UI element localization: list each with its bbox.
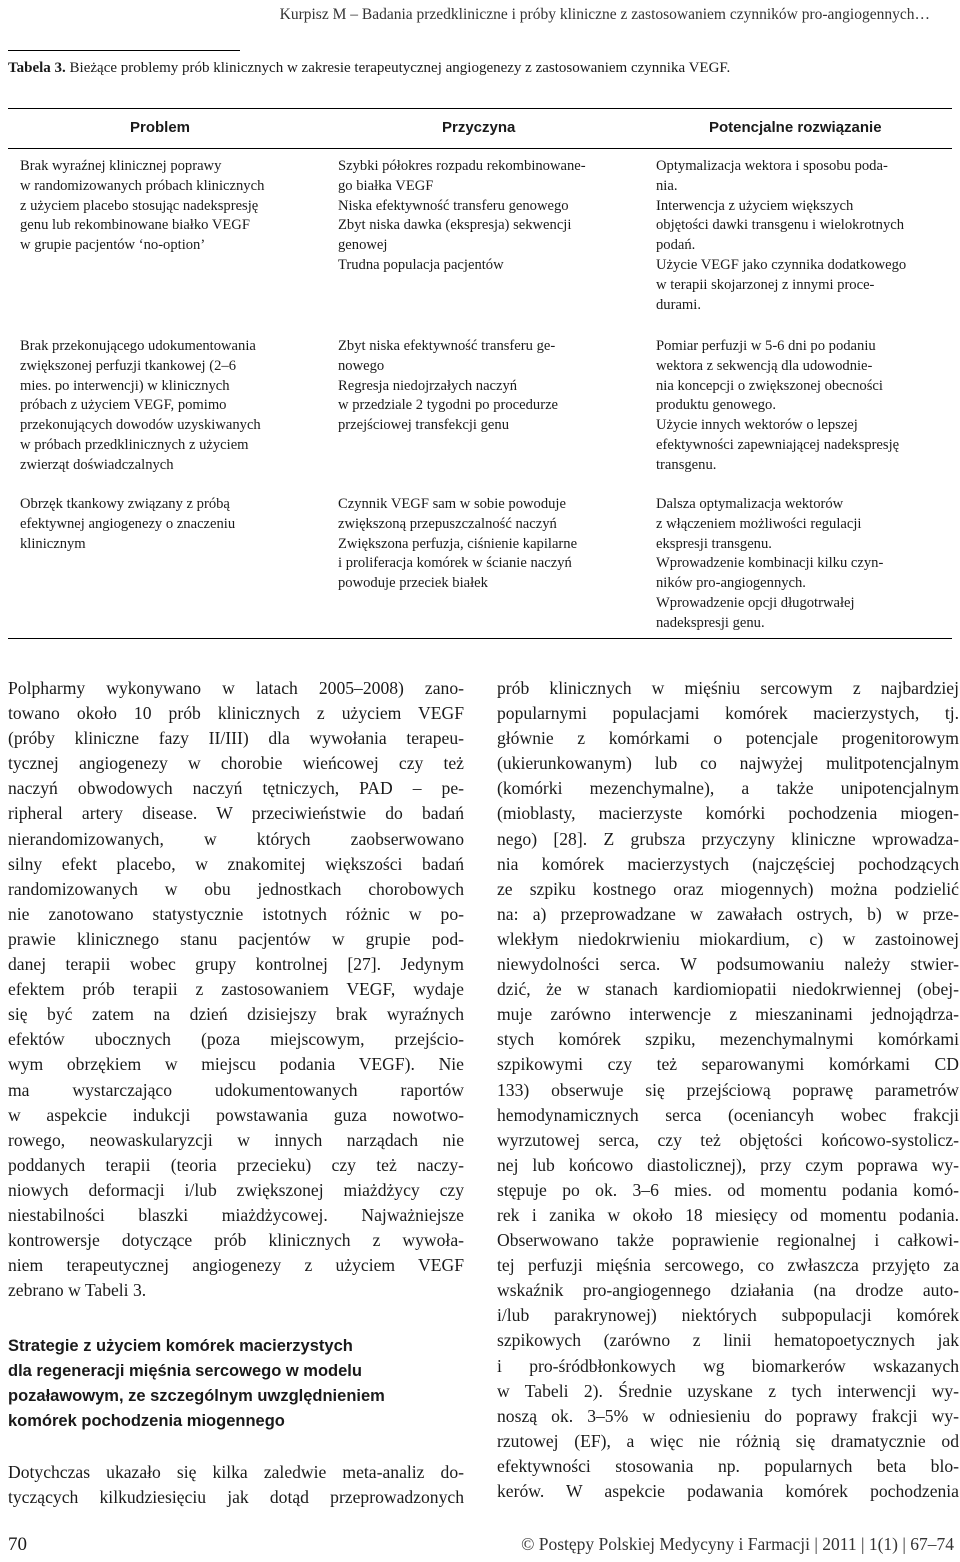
text-line: ze szpiku kostnego oraz miogennych) można podzielić — [497, 878, 959, 899]
text-line: naczyń obwodowych naczyń tętniczych, PAD – pe- — [8, 778, 464, 799]
text-line: się być zatem na dzień dzisiejszy brak wyraźnych — [8, 1004, 464, 1025]
text-line: nia koncepcji o zwiększonej obecności — [656, 377, 883, 394]
text-line: szpikowych (zarówno z linii hematopoetycznych jak — [497, 1330, 959, 1351]
text-line: podań. — [656, 237, 696, 254]
text-line: pozaławowym, ze szczególnym uwzględnieniem — [8, 1387, 385, 1405]
text-line: Użycie innych wektorów o lepszej — [656, 417, 858, 434]
body-text-right — [497, 676, 959, 1504]
table-header-solution: Potencjalne rozwiązanie — [709, 119, 882, 136]
text-line: przekonujących dowodów uzyskiwanych — [20, 417, 261, 434]
text-line: transgenu. — [656, 456, 717, 473]
text-line: rek i zanika w około 18 miesięcy od momentu podania. — [497, 1204, 959, 1225]
text-line: nej lub końcowo diastolicznej), przy czym poprawa wy- — [497, 1154, 959, 1175]
text-line: wyrzutowej serca, czy też objętości końcowo-systolicz- — [497, 1129, 959, 1150]
text-line: hemodynamicznych serca (oceniancyh wobec frakcji — [497, 1104, 959, 1125]
text-line: Brak przekonującego udokumentowania — [20, 338, 256, 354]
text-line: efektów ubocznych (poza miejscowym, przejścio- — [8, 1029, 464, 1050]
table-header-rule — [8, 148, 952, 149]
text-line: nowego — [338, 357, 385, 374]
text-line: Szybki półokres rozpadu rekombinowane- — [338, 158, 586, 174]
text-line: w Tabeli 2). Średnie uzyskane z tych interwencji wy- — [497, 1380, 959, 1401]
text-line: ników pro-angiogennych. — [656, 575, 806, 592]
table-caption-label: Tabela 3. — [8, 60, 66, 76]
table-cell-problem-3 — [20, 495, 235, 554]
text-line: Regresja niedojrzałych naczyń — [338, 377, 518, 394]
text-line: stych komórek szpiku, mezenchymalnymi komórkami — [497, 1029, 959, 1050]
text-line: 133) obserwuje się przejściową poprawę parametrów — [497, 1079, 959, 1100]
text-line: (ukierunkowanym) lub co najwyżej mulitpotencjalnym — [497, 753, 959, 774]
text-line: przejściowej transfekcji genu — [338, 417, 509, 434]
body-text-left-continued — [8, 1460, 464, 1510]
text-line: randomizowanych w obu jednostkach chorobowych — [8, 878, 464, 899]
text-line: Trudna populacja pacjentów — [338, 256, 504, 273]
table-cell-solution-1 — [656, 157, 906, 315]
text-line: zwiększoną przepuszczalność naczyń — [338, 515, 557, 532]
text-line: rzutowej (EF), a więc nie różnią się dramatycznie od — [497, 1430, 959, 1451]
table-cell-problem-2 — [20, 337, 261, 476]
text-line: noszą ok. 3–5% w odniesieniu do poprawy frakcji wy- — [497, 1405, 959, 1426]
page-number: 70 — [8, 1534, 27, 1555]
text-line: Wprowadzenie opcji długotrwałej — [656, 594, 855, 611]
text-line: z użyciem placebo stosując nadekspresję — [20, 197, 259, 214]
text-line: zwierząt doświadczalnych — [20, 456, 174, 473]
text-line: Wprowadzenie kombinacji kilku czyn- — [656, 555, 884, 572]
text-line: prawie klinicznego stanu pacjentów w grupie pod- — [8, 928, 464, 949]
text-line: z włączeniem możliwości regulacji — [656, 515, 862, 532]
text-line: prób klinicznych w mięśniu sercowym z najbardziej — [497, 678, 959, 698]
text-line: (mioblasty, macierzyste komórki pochodzenia miogen- — [497, 803, 959, 824]
text-line: mies. po interwencji) w klinicznych — [20, 377, 230, 394]
text-line: Pomiar perfuzji w 5-6 dni po podaniu — [656, 338, 876, 354]
text-line: tycznej angiogenezy w chorobie wieńcowej czy też — [8, 753, 464, 774]
text-line: w grupie pacjentów ‘no-option’ — [20, 237, 206, 254]
text-line: i proliferacja komórek w ścianie naczyń — [338, 555, 572, 572]
text-line: dzić, że w stanach kardiomiopatii niedokrwiennej (obej- — [497, 979, 959, 1000]
text-line: popularnymi populacjami komórek macierzystych, tj. — [497, 703, 959, 724]
text-line: na: a) przeprowadzane w zawałach ostrych, b) w prze- — [497, 903, 959, 924]
table-header-cause: Przyczyna — [442, 119, 516, 136]
text-line: Niska efektywność transferu genowego — [338, 197, 569, 214]
text-line: Dalsza optymalizacja wektorów — [656, 496, 844, 512]
text-line: szpikowymi czy też separowanymi komórkami CD — [497, 1054, 959, 1075]
table-bottom-rule — [8, 638, 952, 639]
text-line: silny efekt placebo, w znakomitej większości badań — [8, 853, 464, 874]
text-line: nadekspresji genu. — [656, 614, 765, 631]
text-line: Zbyt niska dawka (ekspresja) sekwencji — [338, 217, 572, 234]
table-caption — [8, 58, 953, 78]
text-line: próbach z użyciem VEGF, pomimo — [20, 397, 227, 414]
text-line: i pro-śródbłonkowych wg biomarkerów wskazanych — [497, 1355, 959, 1376]
text-line: w przedziale 2 tygodni po procedurze — [338, 397, 559, 414]
text-line: stępuje po ok. 3–6 mies. od momentu podania komó- — [497, 1179, 959, 1200]
text-line: Brak wyraźnej klinicznej poprawy — [20, 158, 222, 174]
text-line: produktu genowego. — [656, 397, 776, 414]
journal-citation: © Postępy Polskiej Medycyny i Farmacji | 2011 | 1(1) | 67–74 — [521, 1534, 954, 1554]
text-line: w aspekcie indukcji powstawania guza nowotwo- — [8, 1104, 464, 1125]
text-line: Zwiększona perfuzja, ciśnienie kapilarne — [338, 535, 578, 552]
text-line: nie zanotowano statystycznie istotnych różnic w po- — [8, 903, 464, 924]
text-line: go białka VEGF — [338, 177, 434, 194]
table-top-rule — [8, 108, 952, 109]
text-line: poddanych terapii (teoria przecieku) czy też naczy- — [8, 1154, 464, 1175]
text-line: wektora z sekwencją dla udowodnie- — [656, 357, 873, 374]
text-line: danej terapii wobec grupy kontrolnej [27]. Jedynym — [8, 954, 464, 975]
text-line: dla regeneracji mięśnia sercowego w modelu — [8, 1362, 362, 1380]
text-line: efektywności zapewniającej nadekspresję — [656, 436, 900, 453]
text-line: zwiększonej perfuzji tkankowej (2–6 — [20, 357, 236, 374]
section-heading — [8, 1334, 468, 1434]
text-line: efektywnej angiogenezy o znaczeniu — [20, 515, 236, 532]
text-line: wym obrzękiem w miejscu podania VEGF). Nie — [8, 1054, 464, 1075]
text-line: niowych deformacji i/lub zwiększonej miażdżycy czy — [8, 1179, 464, 1200]
text-line: nego) [28]. Z grubsza przyczyny kliniczne wprowadza- — [497, 828, 959, 849]
header-rule — [8, 50, 240, 51]
text-line: i/lub parakrynowej) niektórych subpopulacji komórek — [497, 1305, 959, 1326]
table-cell-solution-3 — [656, 495, 883, 634]
text-line: nia komórek macierzystych (najczęściej pochodzących — [497, 853, 959, 874]
text-line: Zbyt niska efektywność transferu ge- — [338, 338, 556, 354]
table-cell-problem-1 — [20, 157, 264, 256]
text-line: (próby kliniczne fazy II/III) dla wywołania terapeu- — [8, 728, 464, 749]
text-line: kontrowersje dotyczące prób klinicznych z wywoła- — [8, 1230, 464, 1251]
text-line: Optymalizacja wektora i sposobu poda- — [656, 158, 888, 174]
text-line: nierandomizowanych, w których zaobserwowano — [8, 828, 464, 849]
text-line: Obserwowano także poprawienie regionalnej i całkowi- — [497, 1230, 959, 1251]
table-cell-cause-2 — [338, 337, 558, 436]
text-line: głównie z komórkami o potencjale progenitorowym — [497, 728, 959, 749]
text-line: w randomizowanych próbach klinicznych — [20, 177, 265, 194]
text-line: towano około 10 prób klinicznych z użyciem VEGF — [8, 703, 464, 724]
table-cell-solution-2 — [656, 337, 899, 476]
text-line: Użycie VEGF jako czynnika dodatkowego — [656, 256, 907, 273]
text-line: niewydolności serca. W podsumowaniu należy stwier- — [497, 954, 959, 975]
text-line: w terapii skojarzonej z innymi proce- — [656, 276, 875, 293]
text-line: niem terapeutycznej angiogenezy z użyciem VEGF — [8, 1255, 464, 1276]
text-line: durami. — [656, 296, 701, 313]
text-line: wlekłym niedokrwieniu miokardium, c) w zastoinowej — [497, 928, 959, 949]
text-line: komórek pochodzenia miogennego — [8, 1412, 285, 1430]
text-line: kerów. W aspekcie podawania komórek pochodzenia — [497, 1481, 959, 1501]
text-line: muje zarówno interwencje z mieszaninami jednojądrza- — [497, 1004, 959, 1025]
text-line: Dotychczas ukazało się kilka zaledwie meta-analiz do- — [8, 1462, 464, 1482]
text-line: Obrzęk tkankowy związany z próbą — [20, 496, 230, 512]
text-line: Strategie z użyciem komórek macierzystych — [8, 1337, 353, 1355]
text-line: ripheral artery disease. W przeciwieństwie do badań — [8, 803, 464, 824]
text-line: (komórki mezenchymalne), a także unipotencjalnym — [497, 778, 959, 799]
text-line: objętości dawki transgenu i wielokrotnych — [656, 217, 905, 234]
text-line: efektem prób terapii z zastosowaniem VEGF, wydaje — [8, 979, 464, 1000]
text-line: klinicznym — [20, 535, 86, 552]
text-line: w próbach przedklinicznych z użyciem — [20, 436, 249, 453]
text-line: Polpharmy wykonywano w latach 2005–2008) zano- — [8, 678, 464, 698]
table-cell-cause-3 — [338, 495, 577, 594]
text-line: powoduje przeciek białek — [338, 575, 488, 592]
text-line: Czynnik VEGF sam w sobie powoduje — [338, 496, 566, 512]
running-header: Kurpisz M – Badania przedkliniczne i próby kliniczne z zastosowaniem czynników pro-angiogennych… — [279, 6, 930, 23]
table-header-problem: Problem — [130, 119, 191, 136]
text-line: genu lub rekombinowane białko VEGF — [20, 217, 250, 234]
text-line: genowej — [338, 237, 388, 254]
table-cell-cause-1 — [338, 157, 586, 276]
text-line: ekspresji transgenu. — [656, 535, 772, 552]
text-line: nia. — [656, 177, 678, 194]
table-caption-text: Bieżące problemy prób klinicznych w zakresie terapeutycznej angiogenezy z zastosowaniem czynnika VEGF. — [65, 60, 731, 76]
text-line: tyczących kilkudziesięciu jak dotąd przeprowadzonych — [8, 1487, 464, 1508]
text-line: niestabilności blaszki miażdżycowej. Najważniejsze — [8, 1204, 464, 1225]
text-line: wskaźnik pro-angiogennego działania (na drodze auto- — [497, 1280, 959, 1301]
text-line: zebrano w Tabeli 3. — [8, 1280, 147, 1301]
text-line: ma wystarczająco udokumentowanych raportów — [8, 1079, 464, 1100]
text-line: tej perfuzji mięśnia sercowego, co zwłaszcza przyjęto za — [497, 1255, 959, 1276]
body-text-left — [8, 676, 464, 1303]
text-line: rowego, neowaskularyzcji w innych narządach nie — [8, 1129, 464, 1150]
text-line: Interwencja z użyciem większych — [656, 197, 854, 214]
text-line: efektywności stosowania np. popularnych beta blo- — [497, 1455, 959, 1476]
